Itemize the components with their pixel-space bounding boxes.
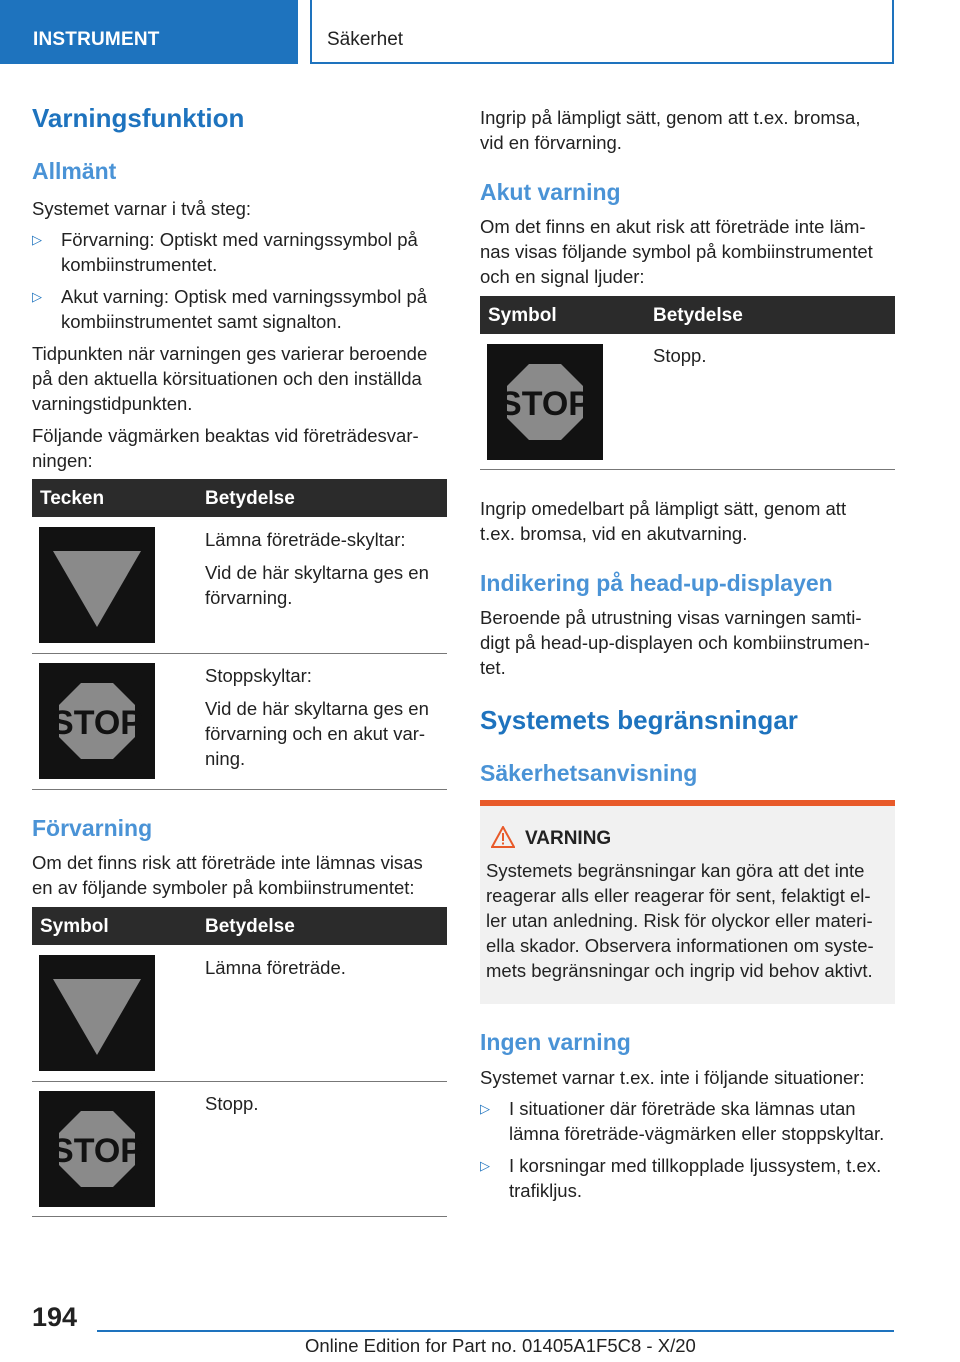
table-cell: Stopp. xyxy=(205,1093,259,1114)
intro-text: Systemet varnar i två steg: xyxy=(32,198,252,219)
table-divider xyxy=(32,1216,447,1217)
column-header: Betydelse xyxy=(205,488,295,509)
stop-sign-icon xyxy=(487,344,603,460)
paragraph: Om det finns en akut risk att företräde inte läm- nas visas följande symbol på kombiinstrumentet och en signal ljuder: xyxy=(480,216,873,287)
list-item-text: kombiinstrumentet. xyxy=(61,254,218,275)
page-number: 194 xyxy=(32,1302,78,1332)
table-header xyxy=(32,907,447,945)
column-header: Symbol xyxy=(488,305,557,326)
bullet-triangle-icon: ▷ xyxy=(32,289,42,304)
table-cell: Stoppskyltar: Vid de här skyltarna ges en förvarning och en akut var- ning. xyxy=(205,665,429,769)
section-tab[interactable] xyxy=(0,0,298,64)
warning-triangle-icon xyxy=(491,826,515,848)
paragraph: Ingrip omedelbart på lämpligt sätt, genom att t.ex. bromsa, vid en akutvarning. xyxy=(480,498,847,544)
paragraph: Om det finns risk att företräde inte lämnas visas en av följande symboler på kombiinstrumentet: xyxy=(32,852,423,898)
paragraph: Beroende på utrustning visas varningen samti- digt på head-up-displayen och kombiinstrumen- tet. xyxy=(480,607,870,678)
page-title: Varningsfunktion xyxy=(32,103,245,133)
svg-text:STOP: STOP xyxy=(51,704,143,742)
chapter-title: Säkerhet xyxy=(327,29,404,50)
table-cell: Stopp. xyxy=(653,345,707,366)
section-heading-hud: Indikering på head-up-displayen xyxy=(480,570,833,596)
yield-sign-icon xyxy=(39,955,155,1071)
intro-text: Systemet varnar t.ex. inte i följande situationer: xyxy=(480,1067,865,1088)
table-header xyxy=(32,479,447,517)
table-divider xyxy=(32,653,447,654)
table-divider xyxy=(32,1081,447,1082)
section-heading-allmant: Allmänt xyxy=(32,158,117,184)
warning-text: Systemets begränsningar kan göra att det inte reagerar alls eller reagerar för sent, felaktigt el- ler utan anledning. Risk för olyckor eller materi- ella skador. Observera informationen om syste- mets begränsningar och ingrip vid behov aktivt. xyxy=(486,860,874,981)
table-cell: Lämna företräde-skyltar: Vid de här skyltarna ges en förvarning. xyxy=(205,529,429,608)
list-item-text: kombiinstrumentet samt signalton. xyxy=(61,311,342,332)
column-header: Betydelse xyxy=(653,305,743,326)
bullet-triangle-icon: ▷ xyxy=(480,1158,490,1173)
bullet-triangle-icon: ▷ xyxy=(32,232,42,247)
warning-box xyxy=(480,806,895,1004)
column-header: Betydelse xyxy=(205,916,295,937)
section-heading-safety: Säkerhetsanvisning xyxy=(480,760,698,786)
footer-edition: Online Edition for Part no. 01405A1F5C8 - X/20 xyxy=(305,1335,696,1356)
column-header: Tecken xyxy=(40,488,105,509)
chapter-header xyxy=(310,0,894,64)
list-item-text: trafikljus. xyxy=(509,1180,582,1201)
warning-label: VARNING xyxy=(525,828,612,849)
section-heading-akut: Akut varning xyxy=(480,179,621,205)
list-item-text: lämna företräde-vägmärken eller stoppskyltar. xyxy=(509,1123,885,1144)
paragraph: Följande vägmärken beaktas vid företrädesvar- ningen: xyxy=(32,425,419,471)
stop-sign-icon xyxy=(39,663,155,779)
paragraph: Tidpunkten när varningen ges varierar beroende på den aktuella körsituationen och den inställda varningstidpunkten. xyxy=(32,343,428,414)
yield-sign-icon xyxy=(39,527,155,643)
table-header xyxy=(480,296,895,334)
svg-text:STOP: STOP xyxy=(499,385,591,423)
section-title-limits: Systemets begränsningar xyxy=(480,705,798,735)
table-divider xyxy=(32,789,447,790)
section-heading-forvarning: Förvarning xyxy=(32,815,153,841)
list-item-text: I korsningar med tillkopplade ljussystem, t.ex. xyxy=(509,1155,882,1176)
bullet-triangle-icon: ▷ xyxy=(480,1101,490,1116)
list-item-text: I situationer där företräde ska lämnas utan xyxy=(509,1098,856,1119)
column-header: Symbol xyxy=(40,916,109,937)
svg-text:STOP: STOP xyxy=(51,1132,143,1170)
list-item-text: Förvarning: Optiskt med varningssymbol på xyxy=(61,229,418,250)
footer-divider xyxy=(97,1330,894,1332)
stop-sign-icon xyxy=(39,1091,155,1207)
table-divider xyxy=(480,469,895,470)
paragraph: Ingrip på lämpligt sätt, genom att t.ex. bromsa, vid en förvarning. xyxy=(480,107,861,153)
section-heading-ingen: Ingen varning xyxy=(480,1029,631,1055)
list-item-text: Akut varning: Optisk med varningssymbol på xyxy=(61,286,428,307)
section-tab-label: INSTRUMENT xyxy=(33,29,160,50)
table-cell: Lämna företräde. xyxy=(205,957,346,978)
